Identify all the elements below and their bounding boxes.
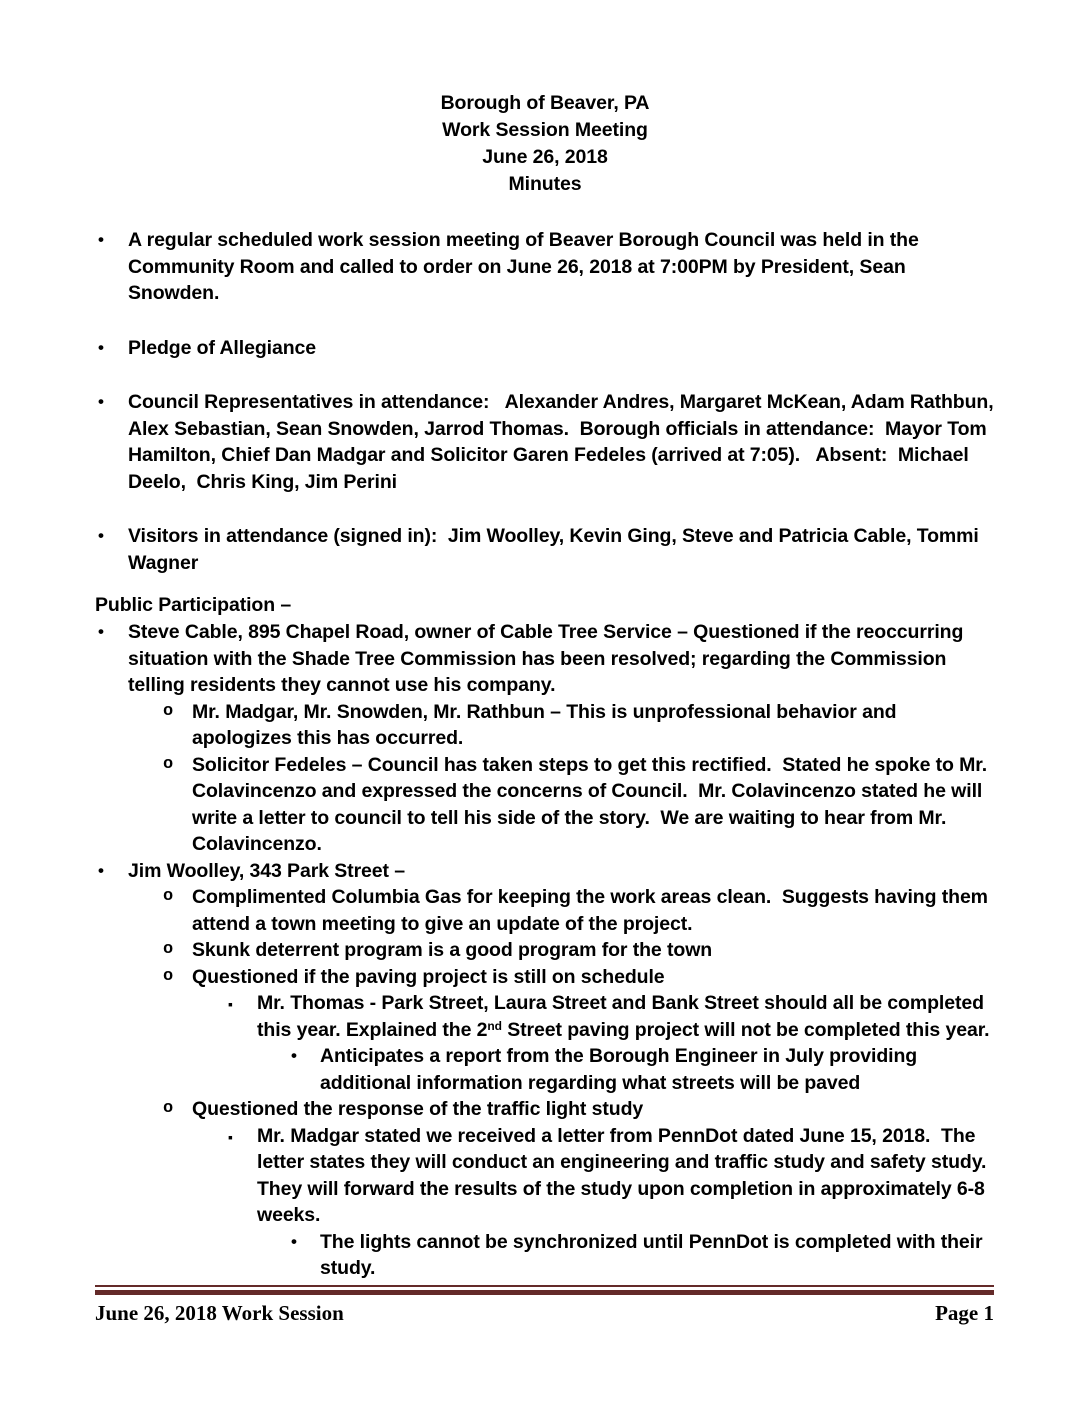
- list-item-text: [257, 990, 995, 1043]
- list-item: [95, 1043, 995, 1096]
- bullet-icon: •: [98, 622, 104, 641]
- bullet-icon: o: [163, 887, 174, 906]
- footer-rule-thin: [95, 1285, 994, 1287]
- list-item: [95, 937, 995, 964]
- list-item: [95, 752, 995, 858]
- ordinal-superscript: nd: [487, 1018, 502, 1033]
- list-item: [95, 335, 995, 362]
- bullet-icon: o: [163, 966, 174, 986]
- title-line-org: Borough of Beaver, PA: [440, 92, 650, 114]
- list-item-text: Solicitor Fedeles – Council has taken steps to get this rectified. Stated he spoke to Mr. Colavincenzo and expressed the concerns of Council. Mr. Colavincenzo stated he will write a letter to council to tell his side of the story. We are waiting to hear from Mr. Colavincenzo.: [192, 753, 993, 855]
- bullet-icon: o: [163, 940, 174, 959]
- title-line-date: June 26, 2018: [482, 146, 608, 168]
- list-item-text: Complimented Columbia Gas for keeping the work areas clean. Suggests having them attend a town meeting to give an update of the project.: [192, 886, 994, 935]
- list-item: [95, 523, 995, 576]
- list-item: [95, 1096, 995, 1123]
- list-item-text-part: Street paving project will not be completed this year.: [501, 1018, 990, 1041]
- title-line-meeting-type: Work Session Meeting: [442, 119, 648, 141]
- list-item-text: Jim Woolley, 343 Park Street –: [128, 859, 405, 882]
- list-item-text: Steve Cable, 895 Chapel Road, owner of Cable Tree Service – Questioned if the reoccurring situation with the Shade Tree Commission has been resolved; regarding the Commission telling residents they cannot use his company.: [128, 621, 969, 696]
- list-item: [95, 389, 999, 495]
- bullet-icon: o: [163, 701, 174, 721]
- list-item: [95, 1229, 995, 1282]
- bullet-icon: o: [163, 754, 174, 774]
- document-body: [95, 0, 999, 1282]
- footer-rule-thick: [95, 1290, 994, 1295]
- list-item: [95, 964, 995, 991]
- list-item: [95, 858, 995, 885]
- list-item-text: Anticipates a report from the Borough Engineer in July providing additional information regarding what streets will be paved: [320, 1045, 923, 1094]
- footer-session-label: June 26, 2018 Work Session: [95, 1301, 344, 1325]
- title-line-minutes: Minutes: [508, 173, 582, 195]
- list-item-text: Questioned if the paving project is still on schedule: [192, 965, 665, 988]
- list-item: [95, 699, 995, 752]
- list-item-text: Questioned the response of the traffic light study: [192, 1098, 644, 1120]
- bullet-icon: o: [163, 1099, 174, 1118]
- footer-page-number: Page 1: [935, 1301, 994, 1325]
- section-heading-public-participation: Public Participation –: [95, 594, 292, 616]
- list-item: [95, 227, 995, 307]
- list-item: [95, 884, 995, 937]
- list-item-text: Visitors in attendance (signed in): Jim Woolley, Kevin Ging, Steve and Patricia Cable, Tommi Wagner: [128, 525, 985, 574]
- bullet-icon: •: [98, 230, 104, 249]
- list-item-text: Mr. Madgar stated we received a letter from PennDot dated June 15, 2018. The letter states they will conduct an engineering and traffic study and safety study. They will forward the results of the study upon completion in approximately 6-8 weeks.: [257, 1124, 997, 1226]
- list-item-text: Council Representatives in attendance: Alexander Andres, Margaret McKean, Adam Rathbun, Alex Sebastian, Sean Snowden, Jarrod Thomas. Borough officials in attendance: Mayor Tom Hamilton, Chief Dan Madgar and Solicitor Garen Fedeles (arrived at 7:05). Absent: Michael Deelo, Chris King, Jim Perini: [128, 391, 999, 493]
- list-item: [95, 990, 995, 1043]
- bullet-icon: ▪: [228, 1128, 233, 1145]
- bullet-icon: •: [98, 337, 104, 357]
- list-item-text: The lights cannot be synchronized until PennDot is completed with their study.: [320, 1230, 988, 1279]
- list-item-text: Mr. Madgar, Mr. Snowden, Mr. Rathbun – This is unprofessional behavior and apologizes this has occurred.: [192, 700, 902, 749]
- list-item-text: Pledge of Allegiance: [128, 336, 316, 359]
- list-item-text: A regular scheduled work session meeting of Beaver Borough Council was held in the Community Room and called to order on June 26, 2018 at 7:00PM by President, Sean Snowden.: [128, 229, 925, 304]
- document-title: [95, 90, 995, 198]
- bullet-icon: •: [291, 1231, 297, 1251]
- bullet-icon: •: [98, 860, 104, 880]
- bullet-icon: •: [98, 392, 104, 411]
- list-item-text-part: Mr. Thomas - Park Street, Laura Street and Bank Street should all be completed this year. Explained the 2: [257, 992, 990, 1041]
- bullet-icon: •: [291, 1046, 297, 1065]
- page-footer: [95, 1285, 994, 1326]
- list-item: [95, 619, 995, 699]
- bullet-icon: •: [98, 526, 104, 545]
- list-item-text: Skunk deterrent program is a good program for the town: [192, 939, 713, 961]
- list-item: [95, 1123, 995, 1229]
- bullet-icon: ▪: [228, 996, 233, 1012]
